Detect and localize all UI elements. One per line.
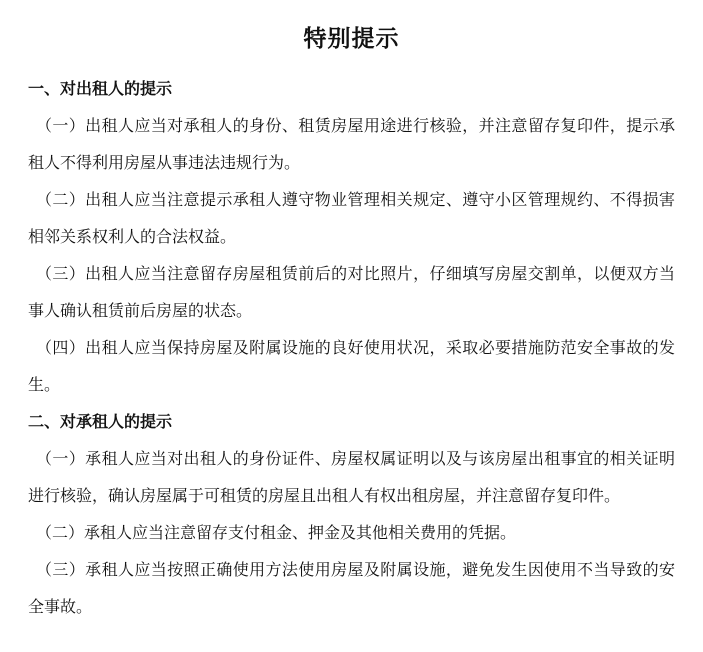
clause: （三）承租人应当按照正确使用方法使用房屋及附属设施，避免发生因使用不当导致的安全事故。 xyxy=(28,560,675,616)
clause: （四）出租人应当保持房屋及附属设施的良好使用状况，采取必要措施防范安全事故的发生。 xyxy=(28,338,675,394)
clause: （二）出租人应当注意提示承租人遵守物业管理相关规定、遵守小区管理规约、不得损害相邻关系权利人的合法权益。 xyxy=(28,190,675,246)
section-lessor xyxy=(28,70,675,403)
section-heading: 一、对出租人的提示 xyxy=(28,79,173,98)
clause: （二）承租人应当注意留存支付租金、押金及其他相关费用的凭据。 xyxy=(36,523,517,542)
clause: （一）承租人应当对出租人的身份证件、房屋权属证明以及与该房屋出租事宜的相关证明进行核验，确认房屋属于可租赁的房屋且出租人有权出租房屋，并注意留存复印件。 xyxy=(28,449,675,505)
section-lessee xyxy=(28,403,675,625)
page-title: 特别提示 xyxy=(303,26,400,52)
section-heading: 二、对承租人的提示 xyxy=(28,412,173,431)
clause: （三）出租人应当注意留存房屋租赁前后的对比照片，仔细填写房屋交割单，以便双方当事人确认租赁前后房屋的状态。 xyxy=(28,264,675,320)
clause: （一）出租人应当对承租人的身份、租赁房屋用途进行核验，并注意留存复印件，提示承租人不得利用房屋从事违法违规行为。 xyxy=(28,116,675,172)
